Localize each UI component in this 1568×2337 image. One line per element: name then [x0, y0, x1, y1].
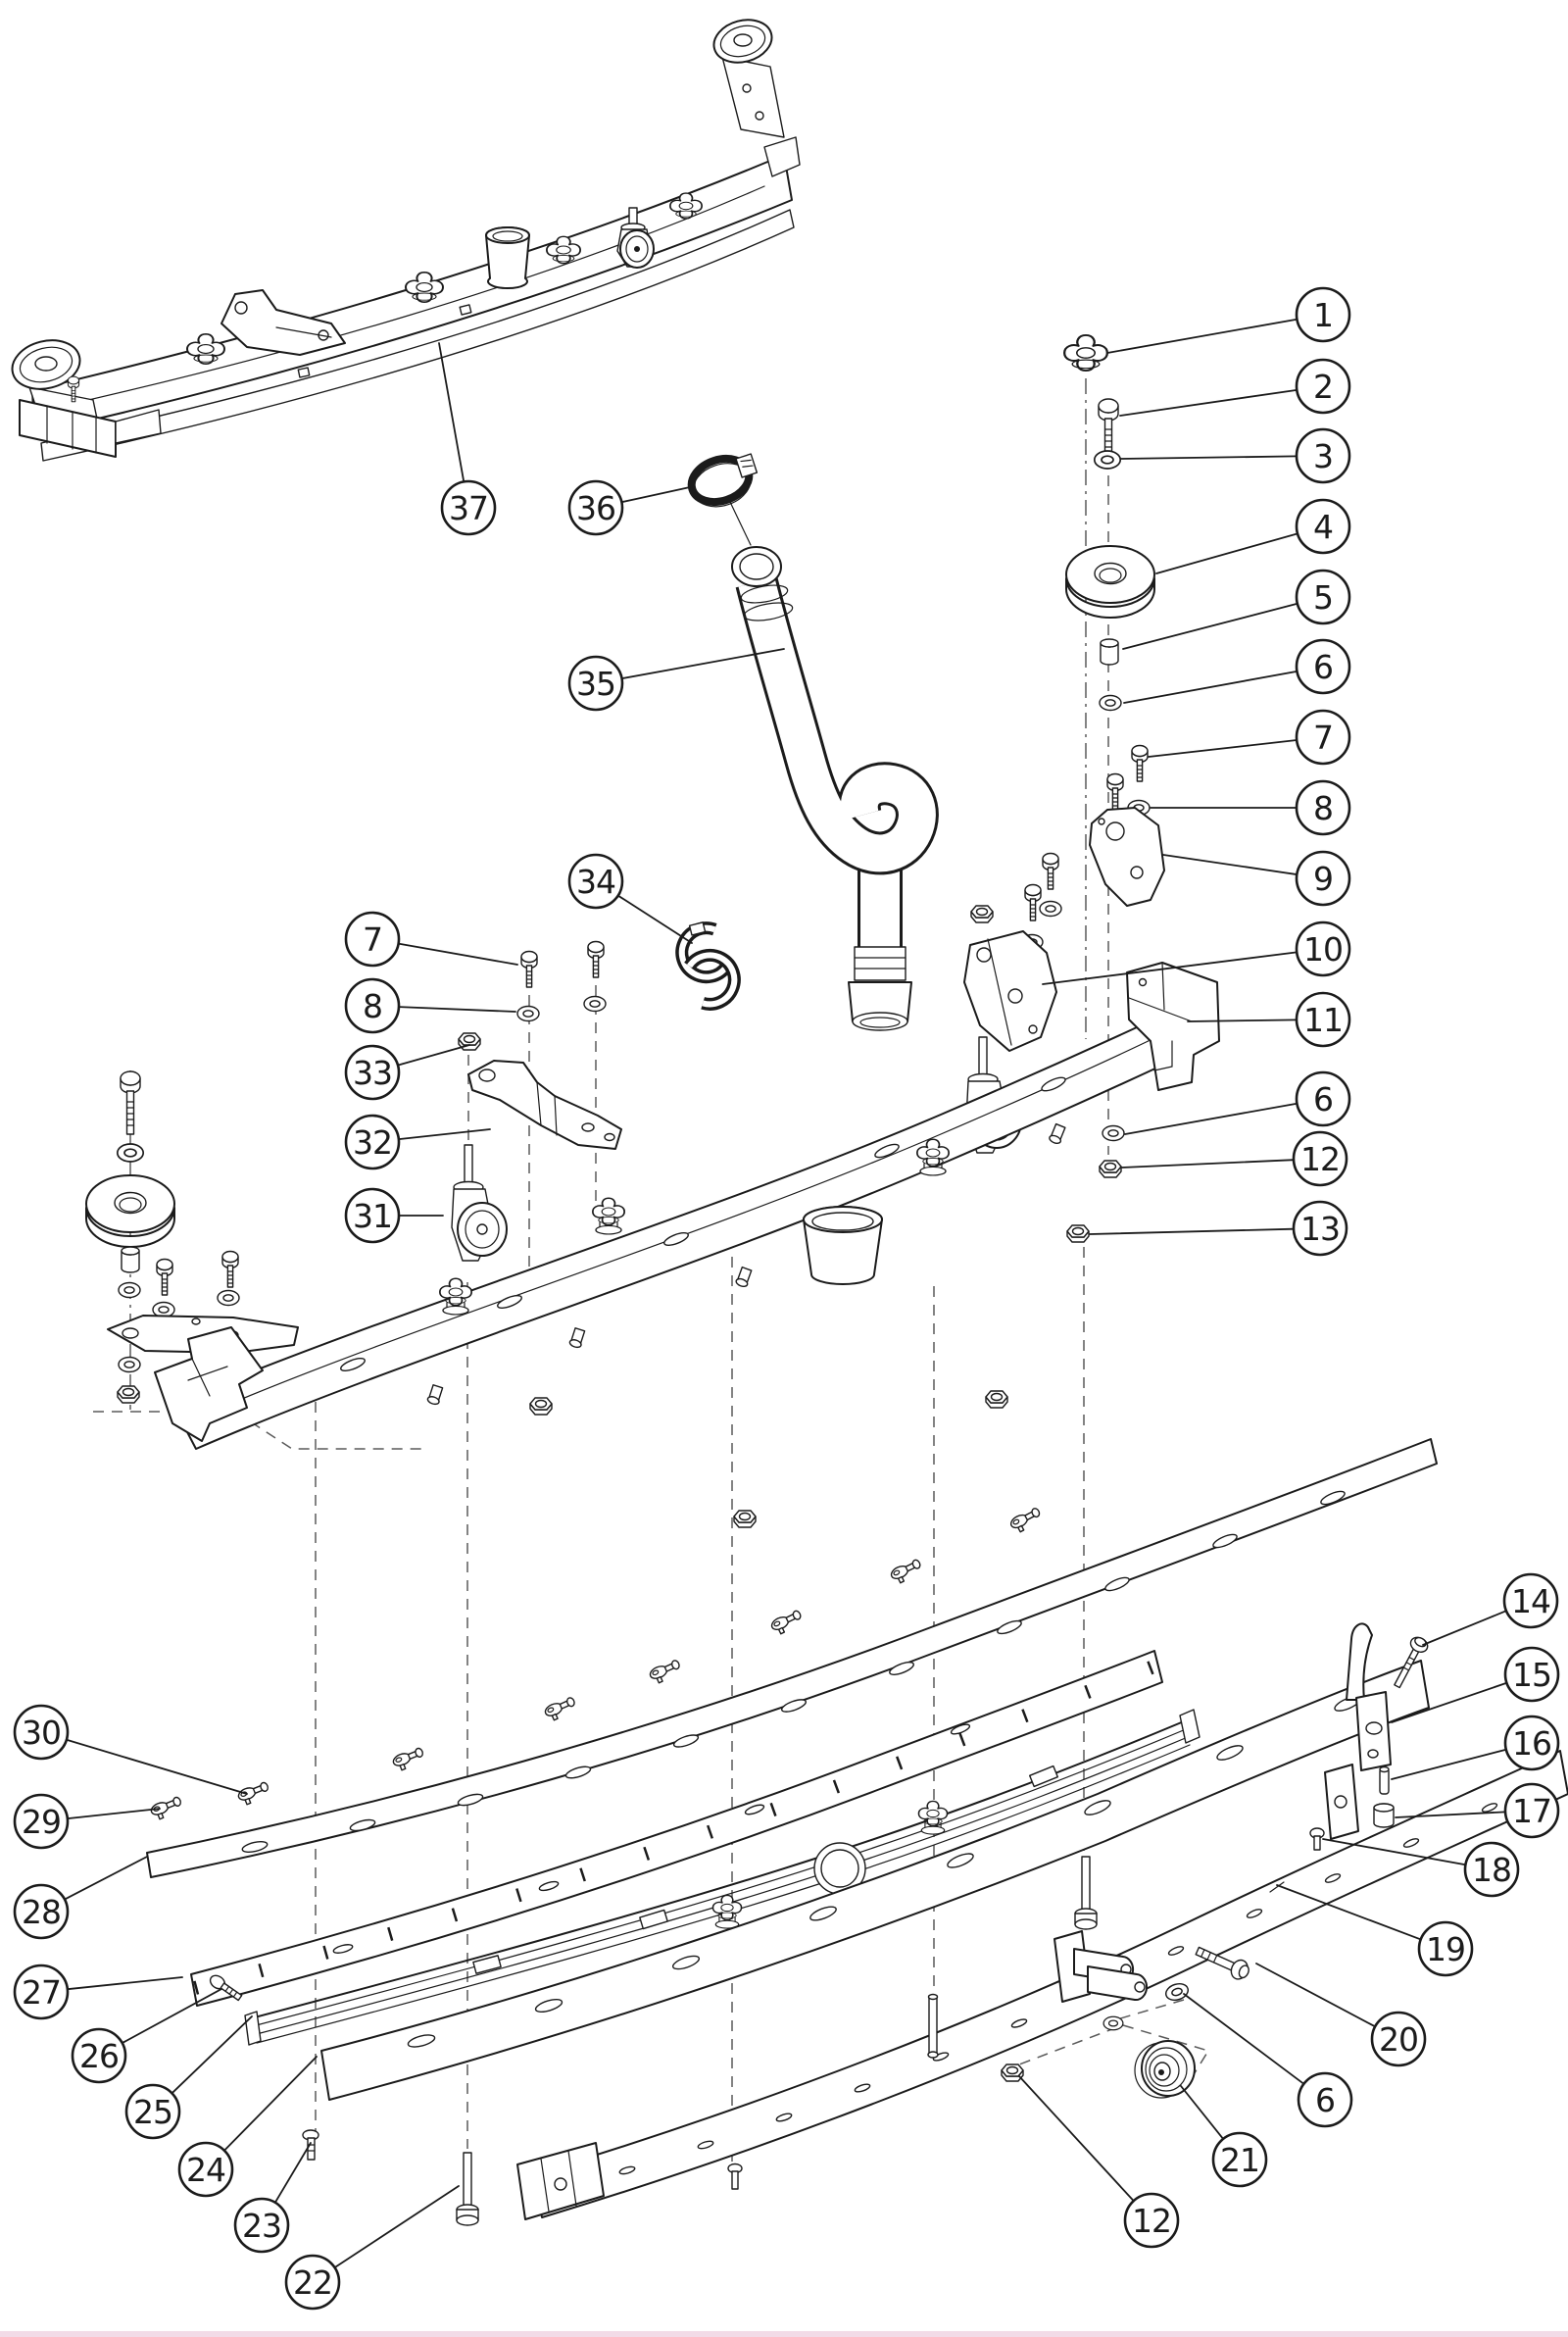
page-edge-artifact: [0, 2331, 1568, 2337]
band-clip: [1008, 1507, 1043, 1534]
balloon-number: 12: [1300, 1139, 1340, 1178]
leader-line: [1120, 390, 1297, 416]
bracket-9: [1090, 808, 1164, 906]
leader-line: [1125, 1104, 1297, 1134]
screw-18: [1310, 1828, 1324, 1850]
balloon-number: 14: [1511, 1581, 1550, 1620]
leader-line: [1156, 533, 1298, 573]
balloon-number: 16: [1512, 1723, 1551, 1763]
callout-balloon-20: [1256, 1964, 1425, 2065]
lock-nut: [971, 906, 993, 922]
leader-line: [1184, 1994, 1303, 2084]
balloon-number: 29: [22, 1802, 61, 1841]
callout-balloon-37: [439, 343, 495, 534]
screw-7: [1025, 885, 1041, 921]
callout-balloon-22: [286, 2186, 459, 2309]
washer-3: [118, 1144, 143, 1162]
callout-balloon-7: [346, 913, 517, 966]
balloon-number: 2: [1313, 367, 1333, 406]
callout-balloon-14: [1423, 1574, 1557, 1645]
callout-balloon-33: [346, 1045, 469, 1099]
leader-line: [68, 1977, 182, 1989]
washer-3: [1095, 451, 1120, 469]
balloon-number: 9: [1313, 859, 1333, 898]
callout-balloons: [15, 288, 1558, 2309]
balloon-number: 7: [1313, 718, 1333, 757]
leader-line: [67, 1740, 247, 1794]
leader-line: [65, 1857, 147, 1900]
drain-hose-35: [732, 547, 917, 1030]
hex-nut-13: [1067, 1225, 1089, 1242]
washer-6: [1100, 696, 1121, 711]
callout-balloon-8: [1151, 781, 1349, 834]
leader-line: [399, 1129, 490, 1139]
balloon-number: 33: [353, 1053, 392, 1092]
callout-balloon-12: [1019, 2076, 1178, 2247]
screw-23: [303, 2130, 318, 2160]
screw-7: [521, 952, 537, 988]
vacuum-cup: [804, 1207, 882, 1284]
hex-nut: [734, 1511, 756, 1527]
roller-21: [1135, 2041, 1195, 2098]
screw-small: [728, 2164, 742, 2190]
balloon-number: 24: [186, 2150, 225, 2189]
callout-balloon-6: [1184, 1994, 1351, 2126]
callout-balloon-36: [569, 481, 690, 534]
balloon-number: 21: [1220, 2140, 1259, 2179]
screw-7: [1132, 746, 1148, 782]
long-bolt-22: [1075, 1857, 1097, 1929]
balloon-number: 10: [1303, 929, 1343, 969]
leader-line: [1256, 1964, 1375, 2026]
hex-nut: [986, 1391, 1007, 1408]
washer-8: [153, 1303, 174, 1318]
balloon-number: 26: [79, 2036, 119, 2075]
balloon-number: 32: [353, 1122, 392, 1162]
leader-line: [1090, 1229, 1294, 1234]
balloon-number: 6: [1313, 647, 1333, 686]
washer-8: [517, 1007, 539, 1021]
hose-clip-34: [675, 919, 740, 1009]
balloon-number: 12: [1132, 2201, 1171, 2240]
spacer-5: [122, 1247, 139, 1272]
leader-line: [1124, 671, 1297, 703]
washer-8: [584, 997, 606, 1012]
screw-7: [222, 1252, 238, 1288]
leader-line: [398, 1045, 469, 1066]
band-clip-29: [150, 1795, 184, 1820]
balloon-number: 6: [1313, 1079, 1333, 1119]
bushing-17: [1374, 1804, 1394, 1827]
callout-balloon-31: [346, 1189, 443, 1242]
balloon-number: 8: [1313, 788, 1333, 827]
callout-balloon-35: [569, 649, 784, 710]
leader-line: [1423, 1611, 1506, 1645]
bracket-10: [964, 931, 1056, 1051]
callout-balloon-29: [15, 1795, 160, 1848]
callout-balloon-3: [1121, 429, 1349, 482]
leader-line: [1121, 456, 1297, 459]
balloon-number: 5: [1313, 577, 1333, 617]
leader-line: [1019, 2076, 1134, 2201]
leader-line: [1181, 2086, 1223, 2139]
center-pin: [928, 1995, 938, 2059]
balloon-number: 30: [22, 1713, 61, 1752]
balloon-number: 4: [1313, 507, 1333, 546]
thumb-knob-1: [1064, 335, 1107, 371]
balloon-number: 34: [576, 862, 615, 901]
callout-balloon-7: [1149, 711, 1349, 764]
roller-disc-4: [1066, 546, 1154, 618]
bracket-32: [468, 1061, 621, 1149]
balloon-number: 8: [363, 986, 382, 1025]
balloon-number: 23: [242, 2206, 281, 2245]
band-clip: [649, 1659, 683, 1685]
callout-balloon-34: [569, 855, 692, 943]
vacuum-port-cylinder: [486, 227, 529, 288]
latch-mount-bracket: [1325, 1765, 1358, 1839]
leader-line: [1163, 855, 1297, 874]
callout-balloon-8: [346, 979, 515, 1032]
nut-13: [118, 1386, 139, 1403]
callout-balloon-2: [1120, 360, 1349, 416]
callout-balloon-25: [126, 2016, 252, 2138]
wing-clamp-knob: [918, 1801, 947, 1834]
leader-line: [439, 343, 464, 481]
leader-line: [621, 487, 690, 502]
leader-line: [122, 1989, 221, 2043]
callout-balloon-5: [1123, 571, 1349, 649]
flange-nut-12: [1002, 2064, 1023, 2081]
flange-nut-12: [1100, 1161, 1121, 1177]
washer-6: [119, 1283, 140, 1298]
band-clip: [544, 1696, 578, 1722]
callout-balloon-13: [1090, 1202, 1347, 1255]
balloon-number: 27: [22, 1972, 61, 2012]
balloon-number: 18: [1472, 1850, 1511, 1889]
roller-disc-4: [86, 1175, 174, 1247]
hinge-bracket: [1054, 1931, 1147, 2002]
hex-nut: [530, 1398, 552, 1415]
screw-7: [157, 1260, 172, 1296]
caster-31: [452, 1145, 507, 1261]
callout-balloon-27: [15, 1965, 182, 2018]
callout-balloon-4: [1156, 500, 1349, 573]
rear-blade-24: [321, 1661, 1429, 2100]
callout-balloon-12: [1122, 1132, 1347, 1185]
balloon-number: 25: [133, 2092, 172, 2131]
screw-7: [1107, 774, 1123, 811]
pin-16: [1380, 1767, 1389, 1795]
washer-6: [119, 1358, 140, 1372]
main-weldment-11: [155, 963, 1219, 1449]
balloon-number: 1: [1313, 295, 1333, 334]
spacer-5: [1101, 639, 1118, 665]
callout-balloon-6: [1124, 640, 1349, 703]
balloon-number: 22: [293, 2262, 332, 2302]
washer-6: [1164, 1981, 1191, 2003]
callout-balloon-23: [235, 2143, 311, 2252]
callout-balloon-16: [1392, 1716, 1558, 1779]
callout-balloon-28: [15, 1857, 147, 1938]
balloon-number: 20: [1379, 2019, 1418, 2059]
leader-line: [1123, 604, 1298, 649]
screw-7: [1043, 854, 1058, 890]
washer-8: [218, 1291, 239, 1306]
balloon-number: 19: [1426, 1929, 1465, 1968]
callout-balloon-30: [15, 1706, 247, 1794]
leader-line: [1392, 1750, 1506, 1779]
balloon-number: 37: [449, 488, 488, 527]
hose-clamp-36: [686, 449, 763, 514]
leader-line: [68, 1809, 160, 1818]
balloon-number: 7: [363, 920, 382, 959]
leader-line: [399, 1007, 515, 1012]
balloon-number: 11: [1303, 1000, 1343, 1039]
leader-line: [275, 2143, 311, 2203]
balloon-number: 31: [353, 1196, 392, 1235]
leader-line: [1107, 320, 1297, 353]
band-clip: [392, 1746, 426, 1771]
leader-line: [335, 2186, 459, 2267]
weldment-studs: [426, 1123, 1065, 1406]
callout-balloon-24: [179, 2057, 317, 2196]
callout-balloon-1: [1107, 288, 1349, 353]
callout-balloon-9: [1163, 852, 1349, 905]
balloon-number: 35: [576, 664, 615, 703]
band-clip: [889, 1558, 923, 1585]
leader-line: [1122, 1160, 1294, 1168]
band-clip-30: [237, 1780, 271, 1806]
leader-line: [172, 2016, 252, 2093]
balloon-number: 13: [1300, 1209, 1340, 1248]
washer-6: [1102, 1126, 1124, 1141]
screw-7: [588, 942, 604, 978]
band-clip: [769, 1609, 804, 1636]
latch-15: [1347, 1623, 1391, 1770]
balloon-number: 15: [1512, 1655, 1551, 1694]
wing-knob-icon: [593, 1198, 624, 1234]
balloon-number: 17: [1512, 1791, 1551, 1830]
balloon-number: 3: [1313, 436, 1333, 475]
leader-line: [1149, 740, 1297, 757]
leader-line: [618, 896, 692, 943]
callout-balloon-21: [1181, 2086, 1266, 2186]
bolt-2: [121, 1071, 140, 1134]
right-roller: [710, 14, 800, 176]
hose-assembly: [675, 449, 917, 1030]
balloon-number: 28: [22, 1892, 61, 1931]
assembled-squeegee-37: [7, 14, 800, 461]
band-buckle-block: [517, 2143, 604, 2219]
washer-6: [1103, 2016, 1123, 2030]
leader-line: [399, 944, 517, 965]
balloon-number: 6: [1315, 2080, 1335, 2119]
washer-8: [1040, 902, 1061, 917]
balloon-number: 36: [576, 488, 615, 527]
long-bolt-22: [457, 2153, 478, 2225]
